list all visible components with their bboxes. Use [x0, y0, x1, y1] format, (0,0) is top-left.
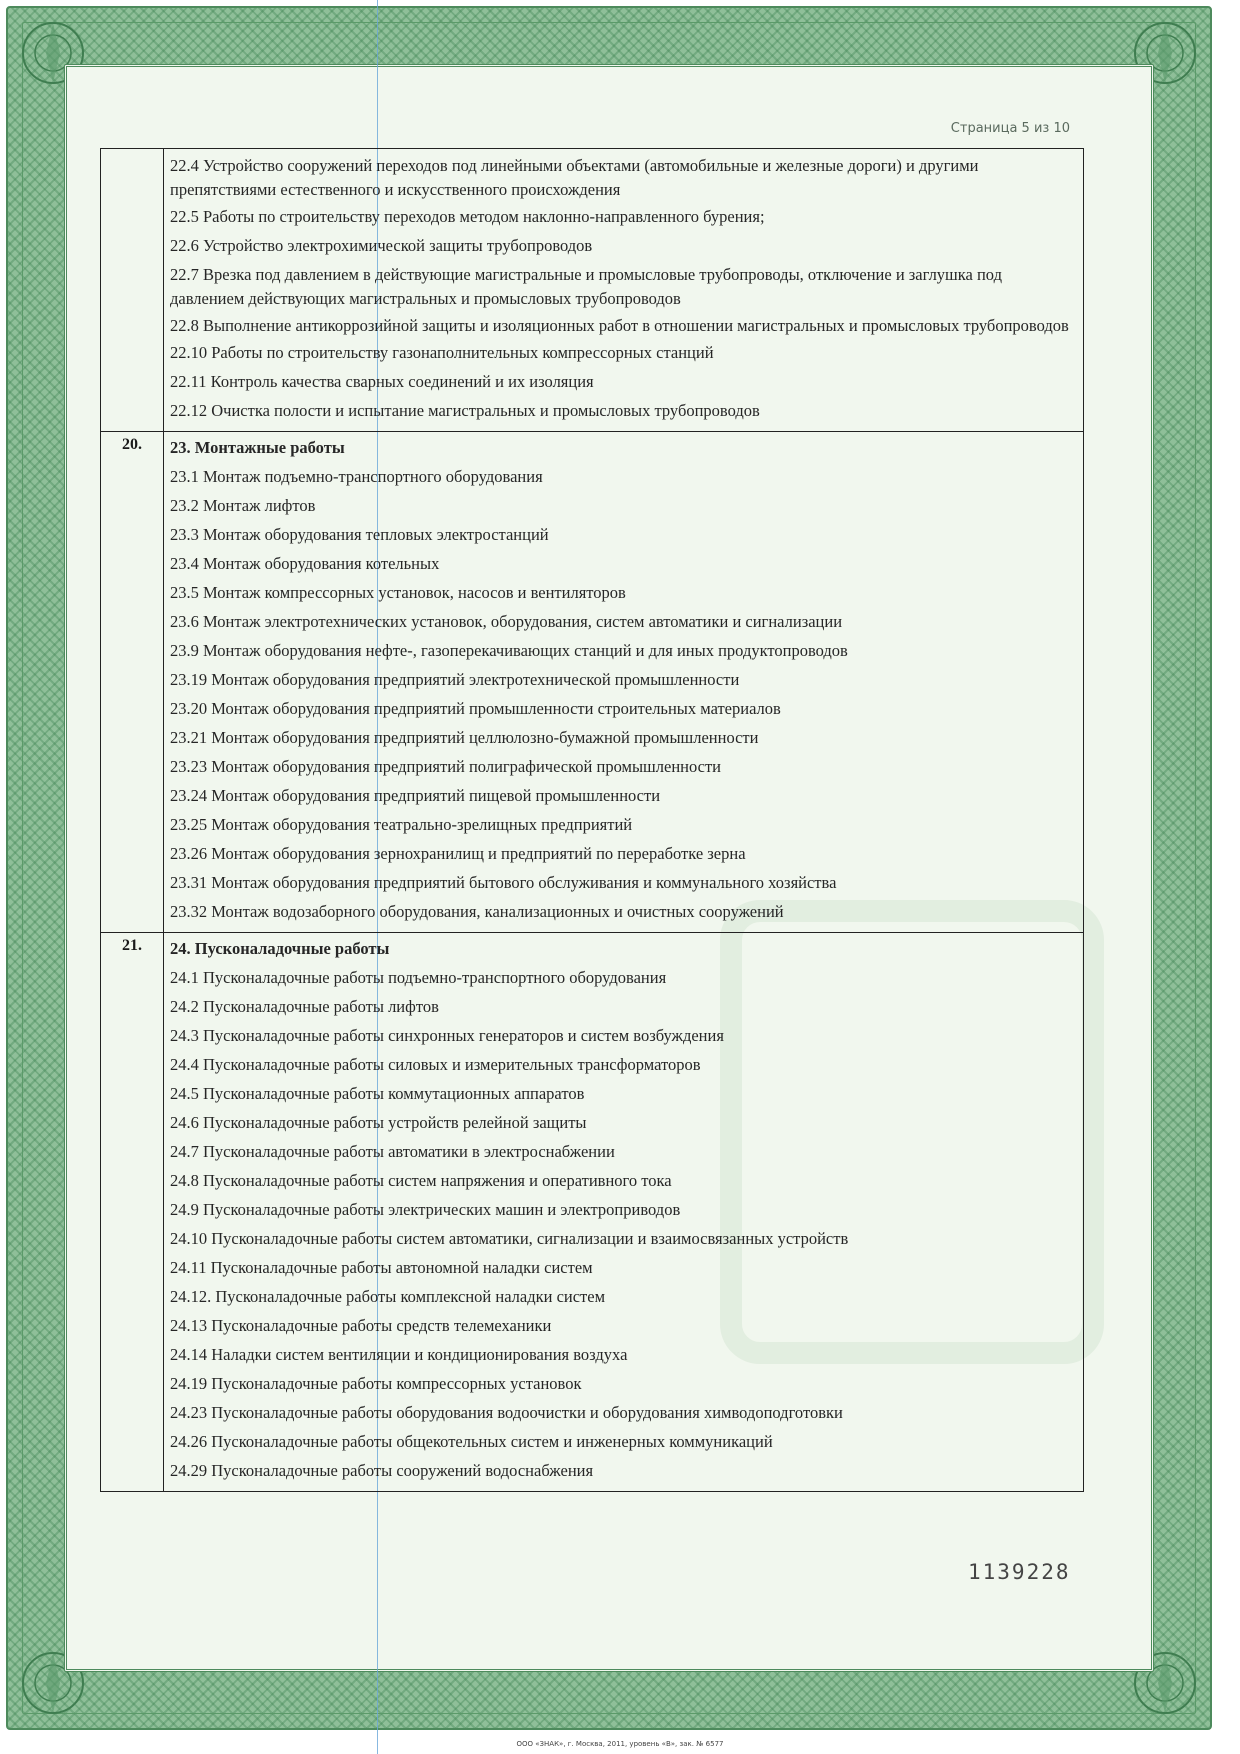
table-row	[101, 933, 1084, 1492]
list-item: 24.11 Пусконаладочные работы автономной наладки систем	[170, 1258, 593, 1277]
section-number: 21.	[122, 937, 142, 954]
list-item: 24.29 Пусконаладочные работы сооружений водоснабжения	[170, 1461, 594, 1480]
section-number-cell	[101, 149, 164, 432]
list-item: 23.20 Монтаж оборудования предприятий промышленности строительных материалов	[170, 699, 781, 718]
list-item: 23.25 Монтаж оборудования театрально-зрелищных предприятий	[170, 815, 633, 834]
list-item: 24.13 Пусконаладочные работы средств телемеханики	[170, 1316, 552, 1335]
list-item: 23.23 Монтаж оборудования предприятий полиграфической промышленности	[170, 757, 722, 776]
section-items-cell	[164, 149, 1084, 432]
list-item: 24.23 Пусконаладочные работы оборудования водоочистки и оборудования химводоподготовки	[170, 1403, 843, 1422]
section-heading: 23. Монтажные работы	[170, 438, 345, 457]
section-number-cell	[101, 432, 164, 933]
list-item: 23.4 Монтаж оборудования котельных	[170, 554, 440, 573]
list-item: 22.12 Очистка полости и испытание магистральных и промысловых трубопроводов	[170, 401, 760, 420]
list-item: 23.9 Монтаж оборудования нефте-, газоперекачивающих станций и для иных продуктопроводов	[170, 641, 848, 660]
list-item: 24.7 Пусконаладочные работы автоматики в электроснабжении	[170, 1142, 615, 1161]
list-item: 24.8 Пусконаладочные работы систем напряжения и оперативного тока	[170, 1171, 672, 1190]
list-item: 23.3 Монтаж оборудования тепловых электростанций	[170, 525, 549, 544]
list-item: 22.4 Устройство сооружений переходов под линейными объектами (автомобильные и железные дороги) и другими препятствиями естественного и искусственного происхождения	[170, 156, 979, 199]
list-item: 23.21 Монтаж оборудования предприятий целлюлозно-бумажной промышленности	[170, 728, 759, 747]
page-number: Страница 5 из 10	[950, 121, 1070, 136]
section-items-cell	[164, 933, 1084, 1492]
list-item: 24.9 Пусконаладочные работы электрических машин и электроприводов	[170, 1200, 681, 1219]
list-item: 22.11 Контроль качества сварных соединений и их изоляция	[170, 372, 594, 391]
list-item: 24.10 Пусконаладочные работы систем автоматики, сигнализации и взаимосвязанных устройств	[170, 1229, 849, 1248]
list-item: 23.2 Монтаж лифтов	[170, 496, 316, 515]
list-item: 24.19 Пусконаладочные работы компрессорных установок	[170, 1374, 582, 1393]
table-row	[101, 432, 1084, 933]
section-heading: 24. Пусконаладочные работы	[170, 939, 390, 958]
list-item: 23.19 Монтаж оборудования предприятий электротехнической промышленности	[170, 670, 740, 689]
list-item: 23.31 Монтаж оборудования предприятий бытового обслуживания и коммунального хозяйства	[170, 873, 837, 892]
printer-footer: ООО «ЗНАК», г. Москва, 2011, уровень «В», зак. № 6577	[516, 1740, 724, 1748]
list-item: 24.4 Пусконаладочные работы силовых и измерительных трансформаторов	[170, 1055, 701, 1074]
list-item: 23.5 Монтаж компрессорных установок, насосов и вентиляторов	[170, 583, 626, 602]
list-item: 24.5 Пусконаладочные работы коммутационных аппаратов	[170, 1084, 585, 1103]
work-types-table	[100, 148, 1084, 1492]
list-item: 23.32 Монтаж водозаборного оборудования, канализационных и очистных сооружений	[170, 902, 784, 921]
list-item: 24.26 Пусконаладочные работы общекотельных систем и инженерных коммуникаций	[170, 1432, 773, 1451]
section-number	[101, 149, 163, 153]
list-item: 22.10 Работы по строительству газонаполнительных компрессорных станций	[170, 343, 714, 362]
section-items-cell	[164, 432, 1084, 933]
list-item: 23.24 Монтаж оборудования предприятий пищевой промышленности	[170, 786, 661, 805]
section-number: 20.	[122, 436, 142, 453]
list-item: 24.1 Пусконаладочные работы подъемно-транспортного оборудования	[170, 968, 667, 987]
section-number-cell	[101, 933, 164, 1492]
serial-number: 1139228	[968, 1560, 1071, 1584]
list-item: 23.26 Монтаж оборудования зернохранилищ и предприятий по переработке зерна	[170, 844, 746, 863]
list-item: 24.14 Наладки систем вентиляции и кондиционирования воздуха	[170, 1345, 628, 1364]
list-item: 23.6 Монтаж электротехнических установок, оборудования, систем автоматики и сигнализации	[170, 612, 843, 631]
list-item: 22.7 Врезка под давлением в действующие магистральные и промысловые трубопроводы, отключение и заглушка под давлением действующих магистральных и промысловых трубопроводов	[170, 265, 1002, 308]
list-item: 24.3 Пусконаладочные работы синхронных генераторов и систем возбуждения	[170, 1026, 724, 1045]
list-item: 24.12. Пусконаладочные работы комплексной наладки систем	[170, 1287, 606, 1306]
list-item: 22.5 Работы по строительству переходов методом наклонно-направленного бурения;	[170, 207, 765, 226]
list-item: 23.1 Монтаж подъемно-транспортного оборудования	[170, 467, 543, 486]
list-item: 24.2 Пусконаладочные работы лифтов	[170, 997, 439, 1016]
list-item: 22.6 Устройство электрохимической защиты трубопроводов	[170, 236, 593, 255]
list-item: 24.6 Пусконаладочные работы устройств релейной защиты	[170, 1113, 587, 1132]
table-row	[101, 149, 1084, 432]
list-item: 22.8 Выполнение антикоррозийной защиты и изоляционных работ в отношении магистральных и промысловых трубопроводов	[170, 316, 1069, 335]
